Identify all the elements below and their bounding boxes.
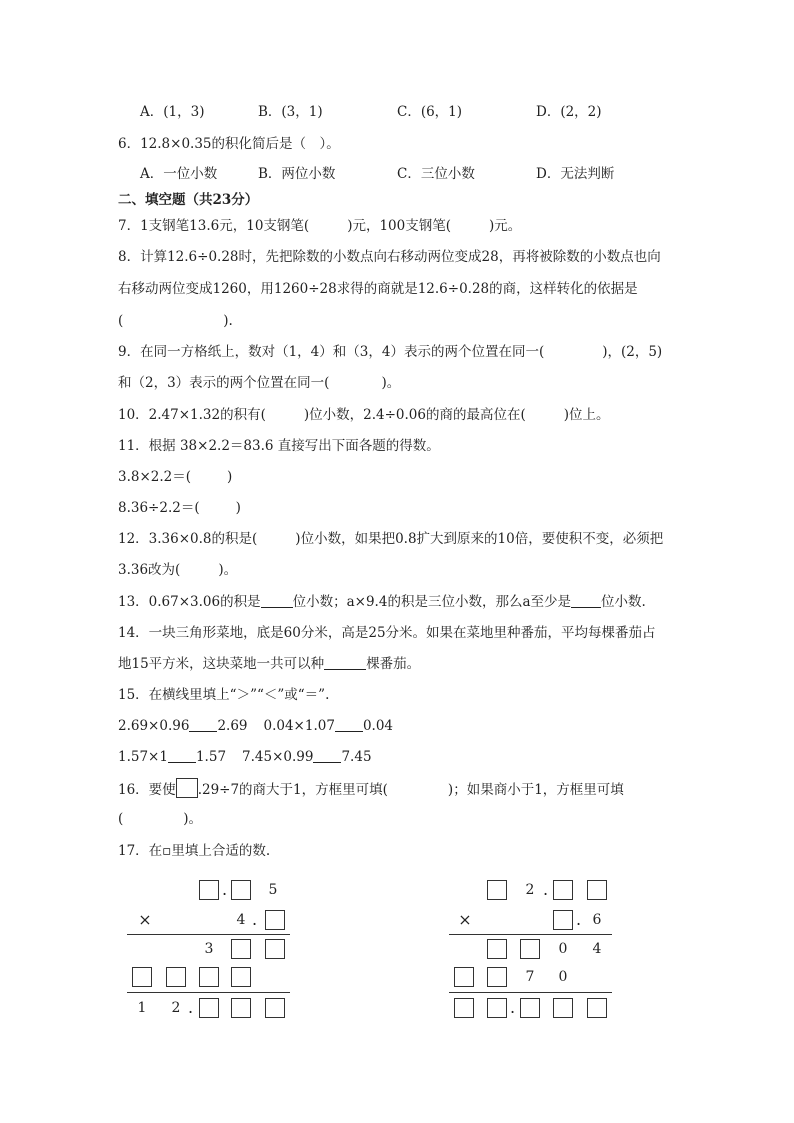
digit-1: 1 (137, 1000, 147, 1016)
digit-2: 2 (525, 882, 535, 898)
q7-text-a: 7．1支钢笔13.6元，10支钢笔( (118, 218, 310, 234)
q11-item2-close: ) (235, 500, 241, 516)
q11-item2 (118, 498, 241, 518)
q16-box[interactable] (176, 778, 198, 798)
q13-blank-2[interactable] (571, 593, 601, 608)
q12-line1 (118, 529, 663, 549)
digit-box[interactable] (520, 998, 540, 1018)
q10 (118, 405, 610, 425)
digit-4: 4 (236, 912, 246, 928)
q13-text-b: 位小数；a×9.4的积是三位小数，那么a至少是 (292, 594, 571, 610)
q13 (118, 592, 646, 612)
decimal-point: . (188, 998, 194, 1017)
q5-option-b: B．(3，1) (258, 104, 323, 120)
sum-line (449, 992, 612, 993)
digit-box[interactable] (231, 998, 251, 1018)
q11-item1 (118, 467, 232, 487)
q15-expr-3: 1.57×1 (118, 749, 168, 765)
digit-box[interactable] (265, 939, 285, 959)
q9-text-a: 9．在同一方格纸上，数对（1，4）和（3，4）表示的两个位置在同一( (118, 344, 545, 360)
decimal-point: . (576, 910, 582, 929)
digit-7: 7 (525, 969, 535, 985)
q15-expr-2: 0.04×1.07 (263, 718, 335, 734)
digit-box[interactable] (265, 910, 285, 930)
q16-line1 (118, 778, 624, 800)
product-line (449, 934, 612, 935)
decimal-point: . (543, 880, 549, 899)
digit-box[interactable] (587, 880, 607, 900)
q7 (118, 216, 521, 236)
q8-line3 (118, 311, 233, 331)
q9-text-d: )。 (381, 375, 401, 391)
q12-text-d: )。 (218, 562, 238, 578)
q12-text-a: 12．3.36×0.8的积是( (118, 531, 258, 547)
q5-option-a: A．(1，3) (140, 104, 205, 120)
q6-stem: 6．12.8×0.35的积化简后是（ ）。 (118, 136, 340, 152)
q6-option-a: A．一位小数 (140, 166, 218, 182)
digit-4: 4 (592, 941, 602, 957)
digit-box[interactable] (199, 998, 219, 1018)
q15-expr-1: 2.69×0.96 (118, 718, 190, 734)
q15-expr-4: 7.45×0.99 (242, 749, 314, 765)
decimal-point: . (252, 910, 258, 929)
q15-value-3: 1.57 (195, 749, 227, 765)
digit-box[interactable] (199, 880, 219, 900)
digit-0: 0 (558, 969, 568, 985)
digit-box[interactable] (553, 910, 573, 930)
q15-blank-2[interactable] (335, 717, 363, 732)
q8-open-paren: ( (118, 313, 124, 329)
digit-box[interactable] (587, 998, 607, 1018)
digit-box[interactable] (231, 967, 251, 987)
product-line (127, 934, 290, 935)
digit-6: 6 (592, 912, 602, 928)
digit-box[interactable] (520, 939, 540, 959)
digit-box[interactable] (454, 998, 474, 1018)
digit-box[interactable] (553, 880, 573, 900)
q14-blank[interactable] (324, 655, 366, 670)
q11-item1-text: 3.8×2.2＝( (118, 469, 192, 485)
q14-line1: 14．一块三角形菜地，底是60分米，高是25分米。如果在菜地里种番茄，平均每棵番茄占 (118, 625, 656, 641)
digit-box[interactable] (231, 939, 251, 959)
digit-box[interactable] (487, 939, 507, 959)
q8-line1: 8．计算12.6÷0.28时，先把除数的小数点向右移动两位变成28，再将被除数的小数点也向 (118, 249, 661, 265)
digit-3: 3 (204, 941, 214, 957)
digit-box[interactable] (199, 967, 219, 987)
q9-line2 (118, 373, 400, 393)
q5-option-d: D．(2，2) (536, 104, 602, 120)
q6-option-b: B．两位小数 (258, 166, 336, 182)
q15-row1 (118, 716, 393, 736)
q13-text-c: 位小数. (601, 594, 646, 610)
q12-text-c: 3.36改为( (118, 562, 181, 578)
digit-box[interactable] (132, 967, 152, 987)
q15-blank-1[interactable] (189, 717, 217, 732)
q7-text-b: )元，100支钢笔( (347, 218, 451, 234)
q14-text-b: 棵番茄。 (366, 656, 421, 672)
q15-value-4: 7.45 (341, 749, 372, 765)
q10-text-b: )位小数，2.4÷0.06的商的最高位在( (303, 407, 526, 423)
q15-blank-4[interactable] (313, 748, 341, 763)
q5-option-c: C．(6，1) (397, 104, 463, 120)
q12-line2 (118, 560, 237, 580)
digit-2: 2 (171, 1000, 181, 1016)
q16-text-c: )；如果商小于1，方框里可填 (447, 782, 624, 798)
q15-row2 (118, 747, 372, 767)
q15-value-2: 0.04 (362, 718, 393, 734)
sum-line (127, 992, 290, 993)
q14-line2 (118, 654, 420, 674)
decimal-point: . (510, 998, 516, 1017)
times-sign: × (458, 910, 472, 929)
q11-item2-text: 8.36÷2.2＝( (118, 500, 200, 516)
digit-box[interactable] (487, 967, 507, 987)
digit-box[interactable] (265, 998, 285, 1018)
q14-text-a: 地15平方米，这块菜地一共可以种 (118, 656, 325, 672)
q10-text-a: 10．2.47×1.32的积有( (118, 407, 266, 423)
q12-text-b: )位小数，如果把0.8扩大到原来的10倍，要使积不变，必须把 (295, 531, 664, 547)
q16-line2 (118, 809, 202, 829)
digit-5: 5 (268, 882, 278, 898)
q10-text-c: )位上。 (563, 407, 610, 423)
section-title: 二、填空题（共23分） (118, 192, 259, 208)
digit-0: 0 (558, 941, 568, 957)
q8-close-paren: ). (223, 313, 233, 329)
q6-option-c: C．三位小数 (397, 166, 475, 182)
q9-line1 (118, 342, 662, 362)
q7-text-c: )元。 (489, 218, 522, 234)
q13-text-a: 13．0.67×3.06的积是 (118, 594, 261, 610)
q8-line2: 右移动两位变成1260，用1260÷28求得的商就是12.6÷0.28的商，这样转化的依据是 (118, 281, 638, 297)
q9-text-c: 和（2，3）表示的两个位置在同一( (118, 375, 330, 391)
digit-box[interactable] (231, 880, 251, 900)
q17-stem: 17．在▫里填上合适的数. (118, 843, 271, 859)
q11-item1-close: ) (227, 469, 233, 485)
digit-box[interactable] (166, 967, 186, 987)
q13-blank-1[interactable] (261, 593, 293, 608)
digit-box[interactable] (487, 880, 507, 900)
digit-box[interactable] (487, 998, 507, 1018)
decimal-point: . (222, 880, 228, 899)
q16-close-paren: )。 (183, 811, 203, 827)
q15-value-1: 2.69 (217, 718, 248, 734)
q15-stem: 15．在横线里填上“＞”“＜”或“＝”. (118, 687, 330, 703)
q9-text-b: )，(2，5) (602, 344, 663, 360)
q16-text-a: 16．要使 (118, 782, 176, 798)
q16-open-paren: ( (118, 811, 124, 827)
digit-box[interactable] (454, 967, 474, 987)
times-sign: × (138, 910, 152, 929)
digit-box[interactable] (553, 998, 573, 1018)
q11-stem: 11．根据 38×2.2＝83.6 直接写出下面各题的得数。 (118, 438, 440, 454)
q15-blank-3[interactable] (168, 748, 196, 763)
q16-text-b: .29÷7的商大于1，方框里可填( (197, 782, 388, 798)
q6-option-d: D．无法判断 (536, 166, 615, 182)
